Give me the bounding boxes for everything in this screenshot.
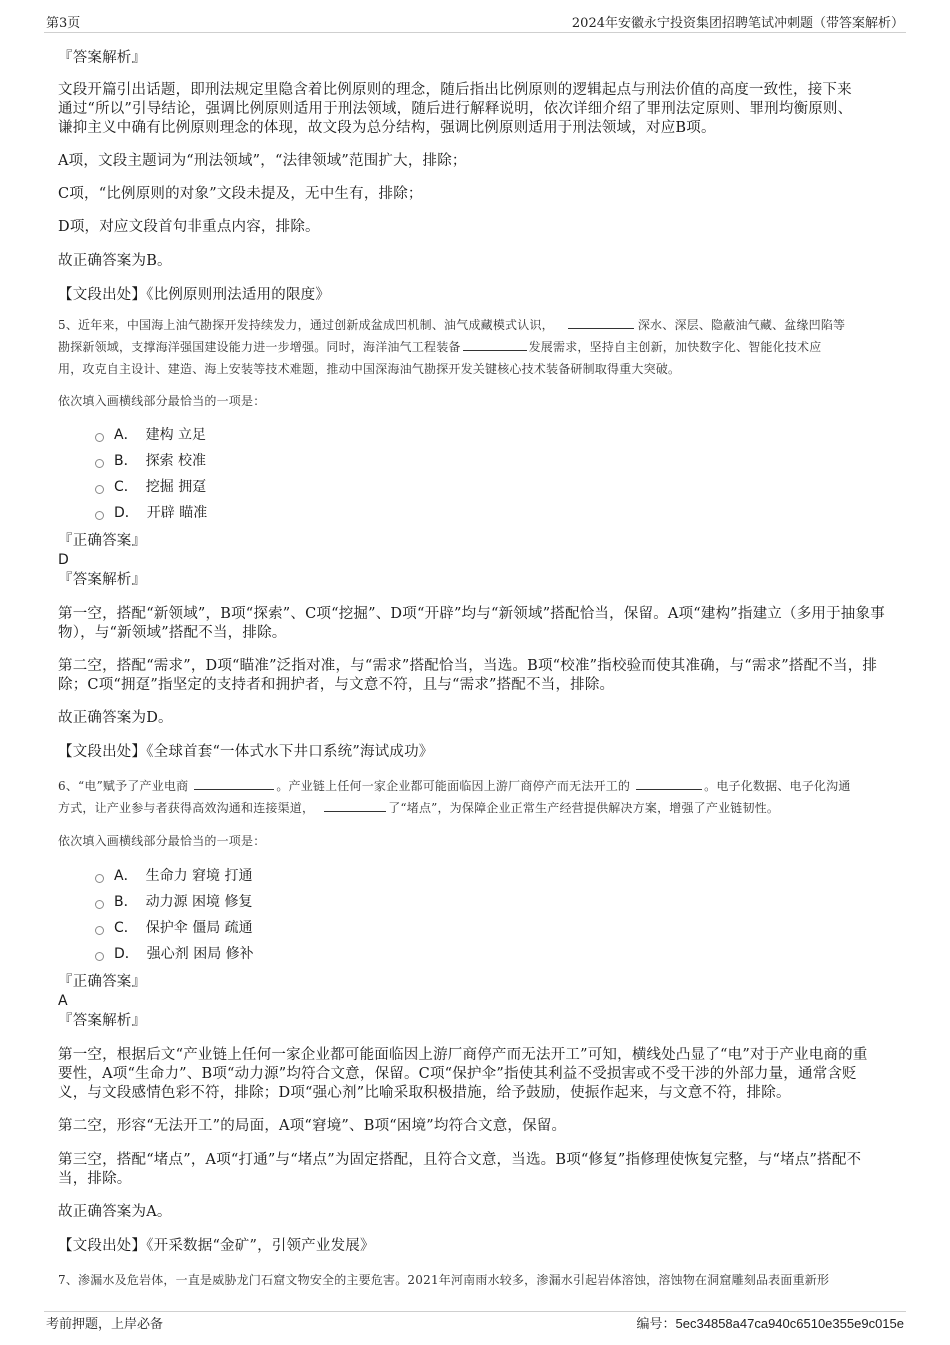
option-a[interactable]: A． 建构 立足	[95, 426, 206, 444]
analysis-text: 义，与文段感情色彩不符，排除；D项“强心剂”比喻采取积极措施，给予鼓励，使振作起来，与文意不符，排除。	[58, 1085, 791, 1101]
question-text: 用，攻克自主设计、建造、海上安装等技术难题，推动中国深海油气勘探开发关键核心技术装备研制取得重大突破。	[58, 362, 681, 376]
answer-blank	[194, 777, 274, 790]
option-c[interactable]: C． 挖掘 拥趸	[95, 478, 206, 496]
analysis-text: 要性，A项“生命力”、B项“动力源”均符合文意，保留。C项“保护伞”指使其利益不受损害或不受干涉的外部力量，通常含贬	[58, 1066, 857, 1082]
correct-answer: D	[58, 552, 69, 568]
footer-divider	[44, 1311, 906, 1312]
answer-conclusion: 故正确答案为B。	[58, 253, 172, 269]
correct-answer: A	[58, 993, 68, 1009]
question-text: 7、渗漏水及危岩体，一直是威胁龙门石窟文物安全的主要危害。2021年河南雨水较多，渗漏水引起岩体溶蚀，溶蚀物在洞窟雕刻品表面重新形	[58, 1273, 830, 1287]
analysis-text: 第二空，搭配“需求”，D项“瞄准”泛指对准，与“需求”搭配恰当，当选。B项“校准”指校验而使其准确，与“需求”搭配不当，排	[58, 658, 878, 674]
question-text: 5、近年来，中国海上油气勘探开发持续发力，通过创新成盆成凹机制、油气成藏模式认识， 深水、深层、隐蔽油气藏、盆缘凹陷等	[58, 318, 846, 332]
source-citation: 【文段出处】《开采数据“金矿”，引领产业发展》	[58, 1238, 375, 1254]
page-number: 第3页	[46, 16, 81, 31]
radio-icon[interactable]	[95, 459, 104, 468]
document-code: 编号：5ec34858a47ca940c6510e355e9c015e	[636, 1316, 904, 1332]
correct-answer-label: 『正确答案』	[58, 974, 147, 990]
question-text: 6、“电”赋予了产业电商 。产业链上任何一家企业都可能面临因上游厂商停产而无法开工的 。电子化数据、电子化沟通	[58, 779, 851, 793]
analysis-label: 『答案解析』	[58, 572, 147, 588]
option-d[interactable]: D． 开辟 瞄准	[95, 504, 207, 522]
correct-answer-label: 『正确答案』	[58, 533, 147, 549]
radio-icon[interactable]	[95, 900, 104, 909]
analysis-text: 第一空，搭配“新领域”，B项“探索”、C项“挖掘”、D项“开辟”均与“新领域”搭配恰当，保留。A项“建构”指建立（多用于抽象事	[58, 606, 885, 622]
radio-icon[interactable]	[95, 952, 104, 961]
analysis-label: 『答案解析』	[58, 1013, 147, 1029]
analysis-text: 谦抑主义中确有比例原则理念的体现，故文段为总分结构，强调比例原则适用于刑法领域，对应B项。	[58, 120, 716, 136]
document-title: 2024年安徽永宁投资集团招聘笔试冲刺题（带答案解析）	[571, 16, 904, 31]
question-text: 勘探新领域，支撑海洋强国建设能力进一步增强。同时，海洋油气工程装备 发展需求，坚持自主创新，加快数字化、智能化技术应	[58, 340, 822, 354]
analysis-text: 当，排除。	[58, 1171, 132, 1187]
analysis-text: 通过“所以”引导结论，强调比例原则适用于刑法领域，随后进行解释说明，依次详细介绍了罪刑法定原则、罪刑均衡原则、	[58, 101, 853, 117]
analysis-text: 第二空，形容“无法开工”的局面，A项“窘境”、B项“困境”均符合文意，保留。	[58, 1118, 567, 1134]
radio-icon[interactable]	[95, 511, 104, 520]
answer-conclusion: 故正确答案为D。	[58, 710, 173, 726]
analysis-text: 除；C项“拥趸”指坚定的支持者和拥护者，与文意不符，且与“需求”搭配不当，排除。	[58, 677, 615, 693]
answer-conclusion: 故正确答案为A。	[58, 1204, 172, 1220]
radio-icon[interactable]	[95, 926, 104, 935]
analysis-text: 第三空，搭配“堵点”，A项“打通”与“堵点”为固定搭配，且符合文意，当选。B项“修复”指修理使恢复完整，与“堵点”搭配不	[58, 1152, 862, 1168]
analysis-option-d: D项，对应文段首句非重点内容，排除。	[58, 219, 320, 235]
radio-icon[interactable]	[95, 874, 104, 883]
answer-blank	[568, 316, 634, 329]
question-text: 方式，让产业参与者获得高效沟通和连接渠道， 了“堵点”，为保障企业正常生产经营提供解决方案，增强了产业链韧性。	[58, 801, 780, 815]
analysis-option-a: A项，文段主题词为“刑法领域”，“法律领域”范围扩大，排除；	[58, 153, 467, 169]
question-prompt: 依次填入画横线部分最恰当的一项是：	[58, 834, 266, 848]
analysis-label: 『答案解析』	[58, 50, 147, 66]
header-divider	[44, 32, 906, 33]
option-c[interactable]: C． 保护伞 僵局 疏通	[95, 919, 253, 937]
source-citation: 【文段出处】《比例原则刑法适用的限度》	[58, 287, 331, 303]
option-b[interactable]: B． 探索 校准	[95, 452, 206, 470]
source-citation: 【文段出处】《全球首套“一体式水下井口系统”海试成功》	[58, 744, 434, 760]
analysis-option-c: C项，“比例原则的对象”文段未提及，无中生有，排除；	[58, 186, 423, 202]
option-a[interactable]: A． 生命力 窘境 打通	[95, 867, 252, 885]
answer-blank	[636, 777, 702, 790]
option-d[interactable]: D． 强心剂 困局 修补	[95, 945, 254, 963]
footer-slogan: 考前押题，上岸必备	[46, 1317, 164, 1332]
radio-icon[interactable]	[95, 433, 104, 442]
answer-blank	[324, 799, 386, 812]
question-prompt: 依次填入画横线部分最恰当的一项是：	[58, 394, 266, 408]
option-b[interactable]: B． 动力源 困境 修复	[95, 893, 253, 911]
analysis-text: 第一空，根据后文“产业链上任何一家企业都可能面临因上游厂商停产而无法开工”可知，横线处凸显了“电”对于产业电商的重	[58, 1047, 868, 1063]
analysis-text: 文段开篇引出话题，即刑法规定里隐含着比例原则的理念，随后指出比例原则的逻辑起点与刑法价值的高度一致性，接下来	[58, 82, 852, 98]
answer-blank	[463, 338, 527, 351]
analysis-text: 物），与“新领域”搭配不当，排除。	[58, 625, 287, 641]
radio-icon[interactable]	[95, 485, 104, 494]
